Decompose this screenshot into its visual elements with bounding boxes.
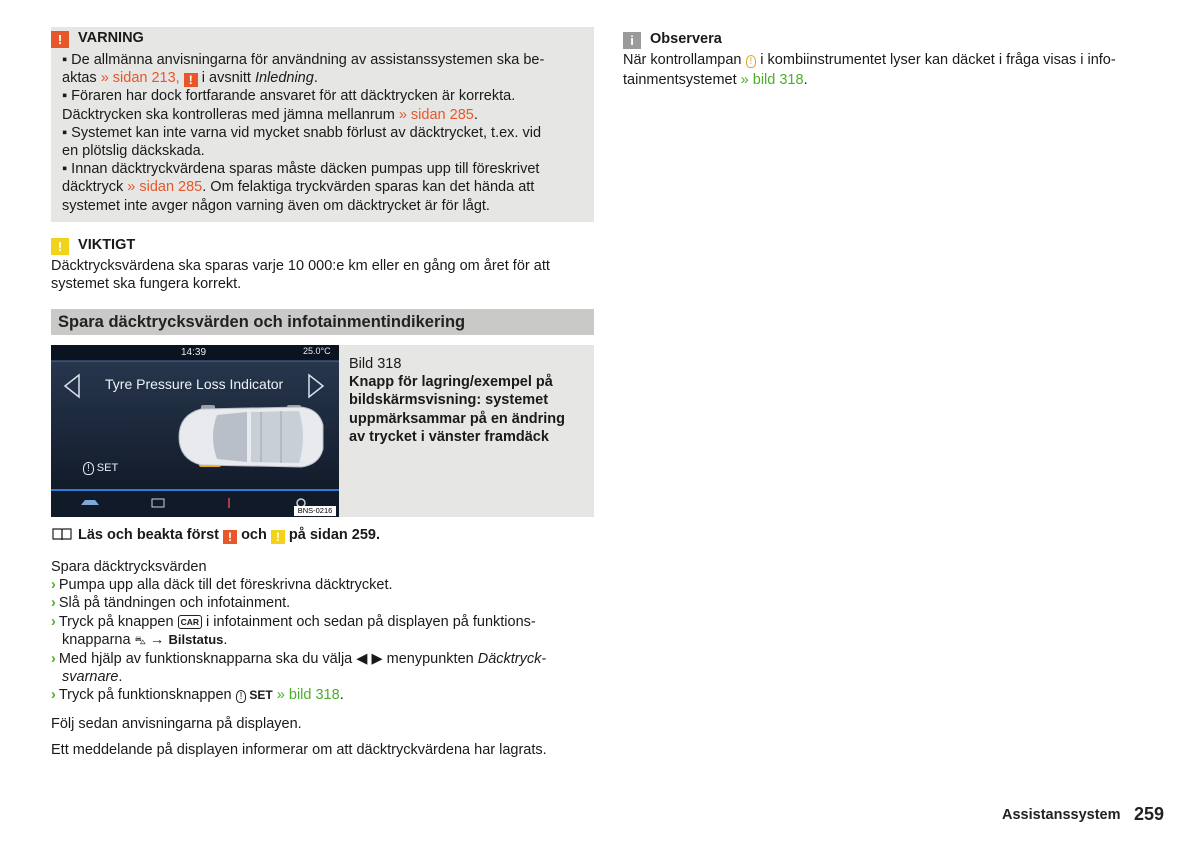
caption-line: uppmärksammar på en ändring bbox=[349, 410, 565, 427]
info-icon: i bbox=[623, 32, 641, 49]
procedure-paragraph: Följ sedan anvisningarna på displayen. bbox=[51, 715, 302, 732]
page-reference-link[interactable]: » sidan 285 bbox=[398, 106, 474, 123]
warning-header bbox=[51, 29, 144, 48]
chevron-right-icon: › bbox=[51, 577, 56, 594]
figure-code: BNS-0216 bbox=[297, 506, 333, 515]
important-title: VIKTIGT bbox=[78, 237, 136, 253]
figure-reference-link[interactable]: » bild 318 bbox=[740, 72, 804, 89]
figure-caption bbox=[349, 355, 589, 446]
warning-body bbox=[62, 51, 592, 215]
warning-line: ▪ Systemet kan inte varna vid mycket snabb förlust av däcktrycket, t.ex. vid bbox=[62, 124, 542, 141]
exclamation-icon: ! bbox=[184, 73, 198, 87]
warning-line: ▪ Föraren har dock fortfarande ansvaret för att däcktrycken är korrekta. bbox=[62, 88, 516, 105]
observe-body bbox=[623, 51, 1183, 89]
observe-header bbox=[623, 30, 722, 49]
exclamation-icon: ! bbox=[223, 530, 237, 544]
warning-title: VARNING bbox=[78, 30, 144, 46]
figure-number: Bild 318 bbox=[349, 356, 402, 372]
warning-line: Däcktrycken ska kontrolleras med jämna mellanrum » sidan 285. bbox=[62, 106, 478, 123]
screen-temperature: 25.0°C bbox=[303, 346, 331, 356]
set-label: SET bbox=[96, 462, 119, 474]
step-item: › Tryck på funktionsknappen ! SET » bild 318. bbox=[51, 687, 344, 704]
warning-line: en plötslig däckskada. bbox=[62, 143, 205, 160]
step-item: › Tryck på knappen CAR i infotainment och sedan på displayen på funktions- bbox=[51, 613, 536, 630]
procedure-heading: Spara däcktrycksvärden bbox=[51, 559, 207, 575]
observe-title: Observera bbox=[650, 31, 722, 47]
exclamation-icon: ! bbox=[51, 31, 69, 48]
tire-pressure-icon: ! bbox=[83, 462, 94, 475]
exclamation-icon: ! bbox=[51, 238, 69, 255]
warning-line: ▪ Innan däcktryckvärdena sparas måste däcken pumpas upp till föreskrivet bbox=[62, 161, 540, 178]
section-heading: Spara däcktrycksvärden och infotainmentindikering bbox=[58, 313, 466, 331]
footer-section: Assistanssystem bbox=[1002, 807, 1121, 823]
infotainment-screen bbox=[51, 345, 339, 517]
car-topview-icon bbox=[179, 405, 323, 467]
read-note bbox=[52, 526, 380, 544]
tire-pressure-icon: ! bbox=[236, 690, 247, 703]
page-reference-link[interactable]: » sidan 285 bbox=[127, 179, 203, 196]
observe-line: tainmentsystemet » bild 318. bbox=[623, 72, 808, 89]
warning-line: aktas » sidan 213, ! i avsnitt Inledning. bbox=[62, 70, 318, 88]
page-number: 259 bbox=[1134, 804, 1165, 824]
read-note-text: och bbox=[237, 527, 271, 543]
step-item-continued: svarnare. bbox=[62, 669, 123, 686]
figure-reference-link[interactable]: » bild 318 bbox=[272, 687, 340, 704]
step-item: › Med hjälp av funktionsknapparna ska du välja ◀ ▶ menypunkten Däcktryck- bbox=[51, 651, 547, 668]
menu-title: Tyre Pressure Loss Indicator bbox=[105, 376, 284, 392]
chevron-right-icon: › bbox=[51, 613, 56, 630]
car-status-icon: ⛍ bbox=[134, 634, 146, 647]
caption-line: av trycket i vänster framdäck bbox=[349, 428, 549, 445]
important-body bbox=[51, 257, 596, 293]
step-item: › Slå på tändningen och infotainment. bbox=[51, 595, 291, 612]
observe-line: När kontrollampan ! i kombiinstrumentet lyser kan däcket i fråga visas i info- bbox=[623, 52, 1116, 68]
tire-pressure-warning-icon: ! bbox=[746, 55, 757, 68]
caption-line: Knapp för lagring/exempel på bbox=[349, 374, 553, 391]
exclamation-icon: ! bbox=[271, 530, 285, 544]
screen-time: 14:39 bbox=[181, 347, 207, 358]
car-key-icon: CAR bbox=[178, 615, 202, 629]
warning-line: däcktryck » sidan 285. Om felaktiga tryckvärden sparas kan det hända att bbox=[62, 179, 535, 196]
screen-graphic bbox=[51, 345, 339, 517]
chevron-right-icon: › bbox=[51, 595, 56, 612]
step-item: › Pumpa upp alla däck till det föreskrivna däcktrycket. bbox=[51, 577, 393, 594]
important-header bbox=[51, 236, 135, 255]
caption-line: bildskärmsvisning: systemet bbox=[349, 392, 549, 409]
read-note-text: Läs och beakta först bbox=[78, 527, 224, 543]
important-line: systemet ska fungera korrekt. bbox=[51, 276, 242, 293]
set-button[interactable] bbox=[83, 462, 118, 474]
chevron-right-icon: › bbox=[51, 651, 56, 668]
warning-line: systemet inte avger någon varning även om däcktrycket är för lågt. bbox=[62, 197, 490, 214]
procedure bbox=[51, 558, 596, 759]
procedure-paragraph: Ett meddelande på displayen informerar om att däcktryckvärdena har lagrats. bbox=[51, 741, 547, 758]
read-note-text: på sidan 259. bbox=[284, 527, 380, 543]
page-reference-link[interactable]: » sidan 213, bbox=[100, 70, 180, 87]
important-line: Däcktrycksvärdena ska sparas varje 10 000:e km eller en gång om året för att bbox=[51, 258, 550, 274]
warning-line: ▪ De allmänna anvisningarna för användning av assistanssystemen ska be- bbox=[62, 52, 545, 68]
chevron-right-icon: › bbox=[51, 687, 56, 704]
step-item-continued: knapparna ⛍ → Bilstatus. bbox=[62, 631, 228, 648]
book-icon bbox=[52, 527, 72, 541]
